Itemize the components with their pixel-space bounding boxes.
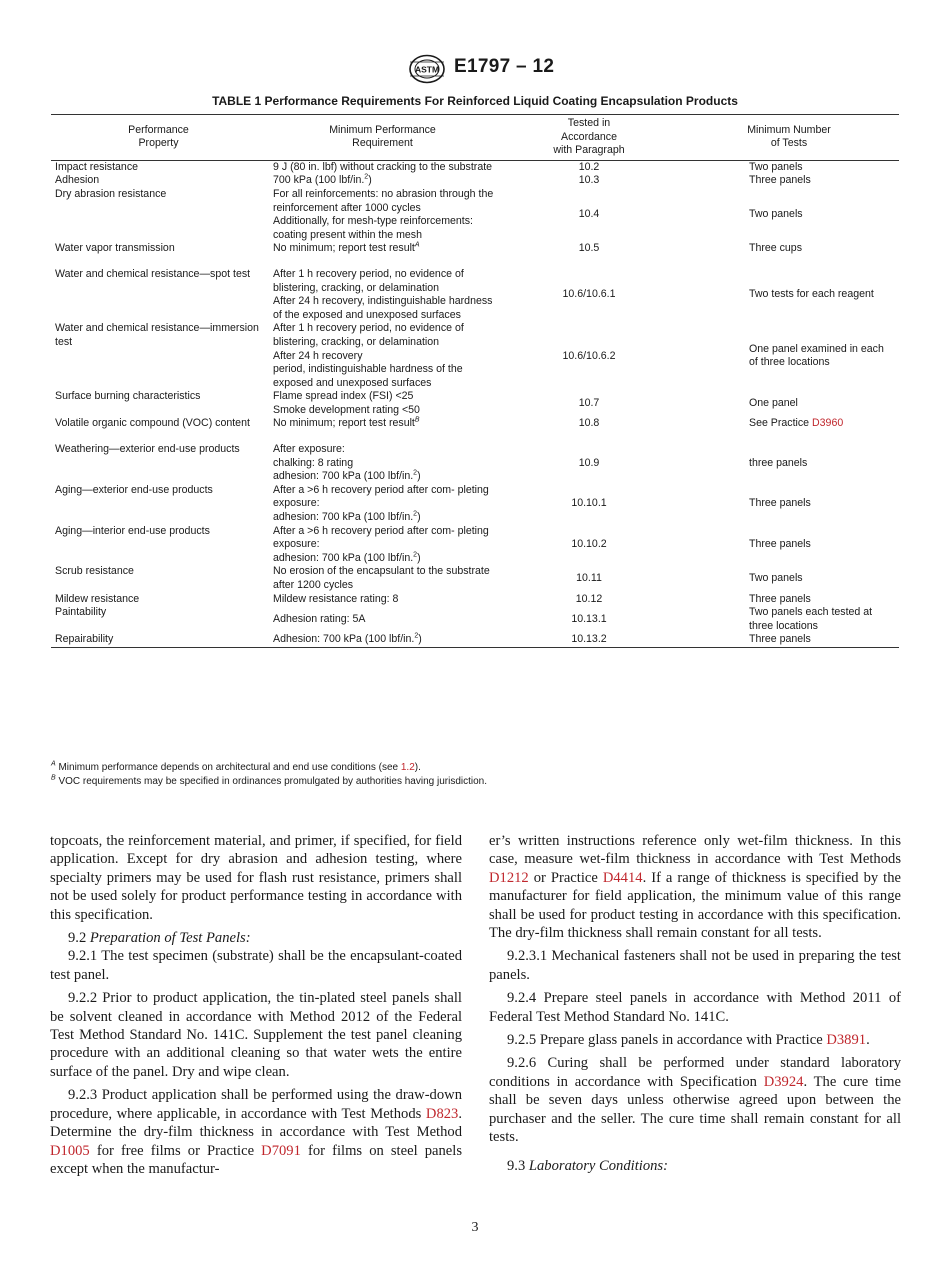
cell-property: Surface burning characteristics bbox=[55, 390, 201, 403]
table-row bbox=[51, 322, 899, 390]
cell-requirement: After a >6 h recovery period after com- pleting exposure: adhesion: 700 kPa (100 lbf/in.$^2$) bbox=[273, 483, 489, 524]
cell-requirement: No minimum; report test result$^A$ bbox=[273, 241, 420, 255]
cell-tests: Three panels bbox=[749, 592, 811, 605]
cell-paragraph: 10.6/10.6.2 bbox=[562, 349, 616, 362]
cell-property: Aging—exterior end-use products bbox=[55, 483, 213, 496]
cell-property: Mildew resistance bbox=[55, 592, 140, 605]
column-header-property: Performance Property bbox=[51, 115, 266, 161]
cell-tests: Two panels each tested at three locations bbox=[749, 606, 873, 632]
table-row bbox=[51, 443, 899, 484]
reference-link-d3960[interactable]: D3960 bbox=[812, 417, 844, 430]
cell-property: Aging—interior end-use products bbox=[55, 524, 210, 537]
cell-requirement: Adhesion rating: 5A bbox=[273, 612, 366, 625]
cell-paragraph: 10.4 bbox=[578, 208, 600, 221]
reference-link-d3924[interactable]: D3924 bbox=[763, 1073, 804, 1090]
paragraph-9-2-3: 9.2.3 Product application shall be performed using the draw-down procedure, where applicable, in accordance with Test Methods D823. Determine the dry-film thickness in accordance with Test Method D1005 for free films or Practice D7091 for films on steel panels except when the manufactur- bbox=[50, 1087, 462, 1177]
footnote-a: $^A$ Minimum performance depends on architectural and end use conditions (see 1.2). bbox=[51, 760, 421, 773]
column-header-number-of-tests: Minimum Number of Tests bbox=[679, 115, 899, 161]
cell-paragraph: 10.7 bbox=[578, 397, 600, 410]
cell-property: Adhesion bbox=[55, 174, 100, 187]
cell-property: Water vapor transmission bbox=[55, 242, 175, 255]
reference-link-d823[interactable]: D823 bbox=[425, 1105, 459, 1122]
table-title: TABLE 1 Performance Requirements For Reinforced Liquid Coating Encapsulation Products bbox=[212, 94, 738, 108]
table-header-row bbox=[51, 115, 899, 161]
table-row bbox=[51, 633, 899, 647]
page-header bbox=[0, 54, 950, 86]
table-row bbox=[51, 268, 899, 322]
cell-property: Paintability bbox=[55, 606, 107, 619]
cell-property: Impact resistance bbox=[55, 160, 139, 173]
table-row bbox=[51, 565, 899, 592]
document-designation: E1797 – 12 bbox=[454, 56, 555, 77]
cell-tests: One panel bbox=[749, 397, 798, 410]
cell-tests: Three cups bbox=[749, 242, 802, 255]
table-row bbox=[51, 525, 899, 566]
paragraph: topcoats, the reinforcement material, and primer, if specified, for field application. Except for dry abrasion and adhesion testing, where specialty primers may be used for flash rust resistance, primers shall not be used solely for product performance testing in accordance with this specification. bbox=[50, 833, 462, 923]
cell-property: Scrub resistance bbox=[55, 565, 134, 578]
body-column-right bbox=[489, 832, 901, 1175]
cell-tests: Two panels bbox=[749, 572, 803, 585]
cell-paragraph: 10.13.1 bbox=[571, 612, 607, 625]
table-row bbox=[51, 242, 899, 256]
paragraph-9-2-2: 9.2.2 Prior to product application, the tin-plated steel panels shall be solvent cleaned in accordance with Method 2012 of the Federal Test Method Standard No. 141C. Supplement the test panel cleaning procedure with an additional cleaning so that water wets the entire surface of the panel. Dry and wipe clean. bbox=[50, 990, 462, 1080]
cell-paragraph: 10.9 bbox=[578, 456, 600, 469]
footnote-b: $^B$ VOC requirements may be specified in ordinances promulgated by authorities having jurisdiction. bbox=[51, 774, 488, 787]
cell-requirement: 9 J (80 in. lbf) without cracking to the substrate bbox=[273, 160, 493, 173]
table-row bbox=[51, 160, 899, 174]
reference-link-d7091[interactable]: D7091 bbox=[261, 1142, 301, 1159]
paragraph-continued: er’s written instructions reference only wet-film thickness. In this case, measure wet-film thickness in accordance with Test Methods D1212 or Practice D4414. If a range of thickness is specified by the manufacturer for field application, the minimum value of this range shall be used for product testing in accordance with this specification. The dry-film thickness shall remain constant for all tests. bbox=[489, 833, 901, 942]
cell-tests: Three panels bbox=[679, 633, 899, 647]
cell-requirement: 700 kPa (100 lbf/in.$^2$) bbox=[273, 173, 372, 187]
svg-text:ASTM: ASTM bbox=[414, 64, 440, 75]
cell-requirement: Adhesion: 700 kPa (100 lbf/in.$^2$) bbox=[266, 633, 499, 647]
table-row bbox=[51, 174, 899, 188]
paragraph-9-2-5: 9.2.5 Prepare glass panels in accordance with Practice D3891. bbox=[507, 1032, 870, 1049]
cell-tests: Three panels bbox=[749, 497, 811, 510]
table-row bbox=[51, 417, 899, 431]
cell-property: Water and chemical resistance—spot test bbox=[55, 267, 251, 280]
cell-property: Water and chemical resistance—immersion test bbox=[55, 322, 259, 348]
cell-requirement: No minimum; report test result$^B$ bbox=[273, 416, 420, 430]
cell-property: Weathering—exterior end-use products bbox=[55, 443, 240, 456]
cell-tests: See Practice D3960 bbox=[749, 417, 844, 430]
cell-tests: Two panels bbox=[749, 208, 803, 221]
cell-tests: Two panels bbox=[749, 160, 803, 173]
reference-link-d3891[interactable]: D3891 bbox=[826, 1032, 867, 1049]
cell-paragraph: 10.13.2 bbox=[499, 633, 679, 647]
cell-tests: Three panels bbox=[749, 538, 811, 551]
table-row bbox=[51, 593, 899, 607]
cell-paragraph: 10.2 bbox=[578, 160, 600, 173]
cell-paragraph: 10.12 bbox=[575, 592, 603, 605]
cell-paragraph: 10.11 bbox=[576, 572, 602, 585]
table-row bbox=[51, 484, 899, 525]
cell-requirement: No erosion of the encapsulant to the substrate after 1200 cycles bbox=[273, 565, 490, 591]
section-heading-9-2: 9.2 Preparation of Test Panels: bbox=[68, 930, 251, 947]
cell-requirement: After exposure: chalking: 8 rating adhesion: 700 kPa (100 lbf/in.$^2$) bbox=[273, 443, 421, 483]
reference-link-d1005[interactable]: D1005 bbox=[50, 1142, 90, 1159]
cell-paragraph: 10.10.2 bbox=[571, 538, 607, 551]
cell-property: Volatile organic compound (VOC) content bbox=[55, 417, 250, 430]
cell-paragraph: 10.10.1 bbox=[571, 497, 607, 510]
table-footnotes bbox=[51, 761, 899, 788]
cell-paragraph: 10.8 bbox=[578, 417, 600, 430]
table-row bbox=[51, 188, 899, 242]
astm-logo-icon bbox=[408, 54, 446, 84]
cell-requirement: For all reinforcements: no abrasion through the reinforcement after 1000 cycles Additionally, for mesh-type reinforcements: coating present within the mesh bbox=[273, 187, 494, 241]
cell-requirement: After 1 h recovery period, no evidence of blistering, cracking, or delamination After 24 h recovery period, indistinguishable hardness of the exposed and unexposed surfaces bbox=[273, 322, 464, 389]
section-heading-9-3: 9.3 Laboratory Conditions: bbox=[507, 1157, 668, 1174]
page-number: 3 bbox=[471, 1220, 479, 1235]
cell-tests: Two tests for each reagent bbox=[749, 288, 874, 301]
table-row bbox=[51, 606, 899, 633]
body-column-left bbox=[50, 832, 462, 1178]
cell-tests: One panel examined in each of three locations bbox=[749, 342, 884, 369]
cell-tests: Three panels bbox=[749, 174, 811, 187]
cell-requirement: After 1 h recovery period, no evidence of blistering, cracking, or delamination After 24 h recovery, indistinguishable hardness of the exposed and unexposed surfaces bbox=[273, 267, 493, 321]
cell-paragraph: 10.6/10.6.1 bbox=[562, 288, 616, 301]
paragraph-9-2-6: 9.2.6 Curing shall be performed under standard laboratory conditions in accordance with Specification D3924. The cure time shall be seven days unless otherwise agreed upon between the purchaser and the seller. The cure time shall remain constant for all tests. bbox=[489, 1055, 901, 1146]
cell-tests: three panels bbox=[749, 456, 808, 469]
performance-requirements-table bbox=[51, 114, 899, 648]
cell-paragraph: 10.5 bbox=[578, 242, 600, 255]
cell-property: Repairability bbox=[51, 633, 266, 647]
cell-requirement: After a >6 h recovery period after com- pleting exposure: adhesion: 700 kPa (100 lbf/in.$^2$) bbox=[273, 524, 489, 564]
cell-requirement: Mildew resistance rating: 8 bbox=[273, 592, 399, 605]
column-header-requirement: Minimum Performance Requirement bbox=[266, 115, 499, 161]
paragraph-9-2-3-1: 9.2.3.1 Mechanical fasteners shall not be used in preparing the test panels. bbox=[489, 948, 901, 983]
paragraph-9-2-1: 9.2.1 The test specimen (substrate) shall be the encapsulant-coated test panel. bbox=[50, 948, 462, 983]
reference-link-d4414[interactable]: D4414 bbox=[602, 869, 643, 886]
column-header-paragraph: Tested in Accordance with Paragraph bbox=[499, 115, 679, 161]
table-row bbox=[51, 390, 899, 417]
paragraph-9-2-4: 9.2.4 Prepare steel panels in accordance with Method 2011 of Federal Test Method Standard No. 141C. bbox=[489, 990, 901, 1025]
cell-requirement: Flame spread index (FSI) <25 Smoke development rating <50 bbox=[273, 390, 420, 416]
reference-link-1-2[interactable]: 1.2 bbox=[400, 762, 415, 773]
reference-link-d1212[interactable]: D1212 bbox=[489, 869, 529, 886]
cell-paragraph: 10.3 bbox=[578, 174, 600, 187]
cell-property: Dry abrasion resistance bbox=[55, 187, 167, 200]
